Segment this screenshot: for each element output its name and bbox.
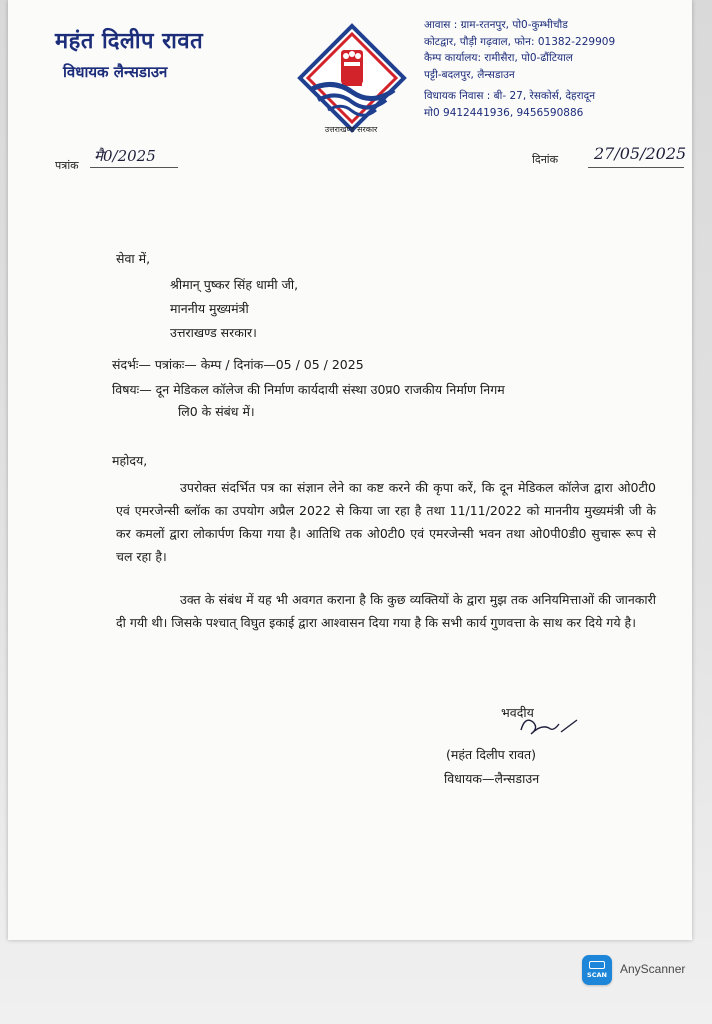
address-line: आवास : ग्राम-रतनपुर, पो0-कुम्भीचौड	[424, 19, 568, 31]
letterhead-address	[424, 17, 690, 121]
date-handwritten: 27/05/2025	[594, 144, 687, 163]
letterhead-designation: विधायक लैन्सडाउन	[63, 63, 168, 81]
recipient-name: श्रीमान् पुष्कर सिंह धामी जी,	[170, 277, 299, 292]
address-line: मो0 9412441936, 9456590886	[424, 106, 584, 119]
scanner-logo-text: SCAN	[587, 971, 607, 979]
paragraph-text: उपरोक्त संदर्भित पत्र का संज्ञान लेने का कष्ट करने की कृपा करें, कि दून मेडिकल कॉलेज द्वारा ओ0टी0 एवं एमरजेन्सी ब्लॉक का उपयोग अप्रैल 2022 से किया जा रहा है तथा 11/11/2022 को माननीय मुख्यमंत्री जी के कर कमलों द्वारा लोकार्पण किया गया है। आतिथि तक ओ0टी0 एवं एमरजेन्सी भवन तथा ओ0पी0डी0 सुचारू रूप से चल रहा है।	[116, 480, 656, 564]
paragraph-text: उक्त के संबंध में यह भी अवगत कराना है कि कुछ व्यक्तियों के द्वारा मुझ तक अनियमित्ताओं की जानकारी दी गयी थी। जिसके पश्चात् विघुत इकाई द्वारा आश्वासन दिया गया है कि सभी कार्य गुणवत्ता के साथ कर दिये गये है।	[116, 592, 656, 630]
date-label: दिनांक	[532, 153, 559, 166]
salutation: महोदय,	[112, 453, 148, 468]
anyscanner-logo-icon	[582, 955, 612, 985]
subject-line: विषयः— दून मेडिकल कॉलेज की निर्माण कार्यदायी संस्था उ0प्र0 राजकीय निर्माण निगम	[112, 382, 505, 397]
reference-line: संदर्भः— पत्रांकः— केम्प / दिनांक—05 / 05 / 2025	[112, 357, 364, 372]
subject-line-continued: लि0 के संबंध में।	[178, 404, 255, 419]
reference-number-handwritten: मै0/2025	[94, 147, 156, 165]
address-line: विधायक निवास : बी- 27, रेसकोर्स, देहरादून	[424, 90, 596, 102]
scan-frame-icon	[589, 961, 605, 969]
emblem-caption: उत्तराखण्ड सरकार	[324, 125, 378, 134]
uttarakhand-emblem-icon	[292, 20, 412, 140]
address-line: पट्टी-बदलपुर, लैन्सडाउन	[424, 68, 515, 81]
closing-bhavdiya: भवदीय	[501, 705, 534, 720]
body-paragraph-2	[116, 588, 656, 634]
scanner-brand-watermark: AnyScanner	[620, 962, 686, 976]
reference-underline	[90, 167, 178, 168]
reference-label: पत्रांक	[55, 159, 79, 172]
body-paragraph-1	[116, 476, 656, 568]
letterhead-name: महंत दिलीप रावत	[55, 29, 204, 54]
recipient-title: माननीय मुख्यमंत्री	[170, 301, 249, 316]
signer-designation: विधायक—लैन्सडाउन	[444, 771, 540, 786]
handwritten-signature-icon	[513, 710, 583, 744]
address-line: कैम्प कार्यालय: रामीसैरा, पो0-ढौंटियाल	[424, 52, 573, 64]
signer-name: (महंत दिलीप रावत)	[446, 747, 537, 762]
date-underline	[588, 167, 684, 168]
letter-page	[8, 0, 692, 940]
address-line: कोटद्वार, पौड़ी गढ़वाल, फोन: 01382-229909	[424, 35, 616, 48]
recipient-seva-mein: सेवा में,	[116, 251, 151, 266]
recipient-government: उत्तराखण्ड सरकार।	[170, 325, 257, 340]
